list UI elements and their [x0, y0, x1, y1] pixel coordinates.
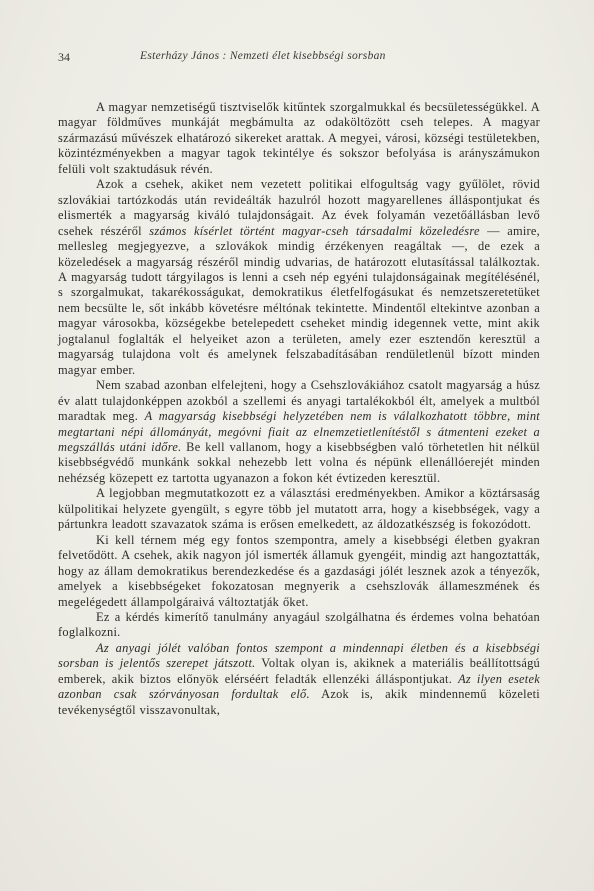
paragraph	[58, 486, 540, 532]
running-title: Esterházy János : Nemzeti élet kisebbségi sorsban	[140, 50, 386, 62]
emphasized-text: számos kísérlet történt magyar-cseh társadalmi közeledésre	[149, 223, 480, 238]
page-number: 34	[58, 50, 70, 64]
text-run: A legjobban megmutatkozott ez a választási eredményekben. Amikor a köztársaság külpolitikai helyzete gyengült, s egyre több jel mutatott arra, hogy a kisebbségek, vagy a pártunkra leadott szavazatok száma is erősen emelkedett, az áldozatkészség is fokozódott.	[58, 486, 540, 532]
text-run: Ez a kérdés kimerítő tanulmány anyagául szolgálhatna és érdemes volna behatóan foglalkozni.	[58, 609, 540, 640]
paragraph	[58, 610, 540, 641]
emphasized-text: Az ilyen esetek azonban csak szórványosan fordultak elő.	[58, 671, 540, 702]
text-run: Be kell vallanom, hogy a kisebbségben való törhetetlen hit nélkül kisebbségvédő munkánk sokkal nehezebb lett volna és népünk ellenállóerejét minden nehézség közepett ez tartotta ugyanazon a fokon két évtizeden keresztül.	[58, 439, 540, 485]
text-run: — amire, mellesleg megjegyezve, a szlovákok mindig érzékenyen reagáltak —, de ezek a közeledések a magyarság részéről mindig udvarias, de határozott elutasítással találkoztak. A magyarság tudott tárgyilagos is lenni a cseh nép egyéni tulajdonságainak megítélésénél, s szorgalmukat, takarékosságukat, demokratikus életfelfogásukat és nemzetszeretetüket nem becsülte le, sőt inkább követésre méltónak tekintette. Mindentől eltekintve azonban a magyar városokba, községekbe betelepedett cseheket mindig idegennek vette, mint akik jogtalanul foglalták el helyeiket azon a területen, amely ezer esztendőn keresztül a magyarság tulajdona volt és amelynek felszabadításában rendületlenül bízott minden magyar ember.	[58, 223, 541, 377]
text-run: A magyar nemzetiségű tisztviselők kitűntek szorgalmukkal és becsületességükkel. A magyar földműves munkáját megbámulta az odaköltözött cseh telepes. A magyar származású művészek elhatározó sikereket arattak. A megyei, városi, községi testületekben, közintézményekben a magyar tagok tekintélye és sokszor befolyása is arányszámukon felüli volt szaktudásuk révén.	[58, 100, 540, 176]
text-run: Nem szabad azonban elfelejteni, hogy a Csehszlovákiához csatolt magyarság a húsz év alatt tulajdonképpen azokból a szellemi és anyagi tartalékokból élt, amelyek a multból maradtak meg.	[58, 378, 540, 424]
text-run: Voltak olyan is, akiknek a materiális beállítottságú emberek, akik biztos előnyök elérséért feladták ellenzéki álláspontjukat.	[58, 656, 540, 686]
emphasized-text: A magyarság kisebbségi helyzetében nem is válalkozhatott többre, mint megtartani népi állományát, megóvni fiait az elnemzetietlenítéstől s átmenteni ezeket a megszállás utáni időre.	[58, 409, 540, 454]
paragraph	[58, 533, 540, 610]
paragraph	[58, 100, 540, 177]
paragraph	[58, 641, 540, 718]
text-run: Ki kell térnem még egy fontos szempontra, amely a kisebbségi életben gyakran felvetődött. A csehek, akik nagyon jól ismerték államuk gyengéit, mindig azt hangoztatták, hogy az állam demokratikus berendezkedése és a gazdasági jólét lesznek azok a tényezők, amelyek a kisebbségeket fokozatosan megnyerik a csehszlovák állameszmének és megelégedett állampolgáraivá változtatják őket.	[58, 532, 540, 609]
running-head	[58, 50, 534, 66]
body-text	[58, 100, 540, 718]
text-run: Azok is, akik mindennemű közeleti tevékenységtől visszavonultak,	[58, 687, 540, 717]
paragraph	[58, 378, 540, 486]
paragraph	[58, 177, 540, 378]
emphasized-text: Az anyagi jólét valóban fontos szempont a mindennapi életben és a kisebbségi sorsban is jelentős szerepet játszott.	[58, 640, 540, 671]
text-run: Azok a csehek, akiket nem vezetett politikai elfogultság vagy gyűlölet, rövid szlovákiai tartózkodás után revideálták hazulról hozott magyarellenes álláspontjukat és elismerték a magyarság kiváló tulajdonságait. Az évek folyamán vezetőállásban levő csehek részéről	[58, 177, 540, 238]
